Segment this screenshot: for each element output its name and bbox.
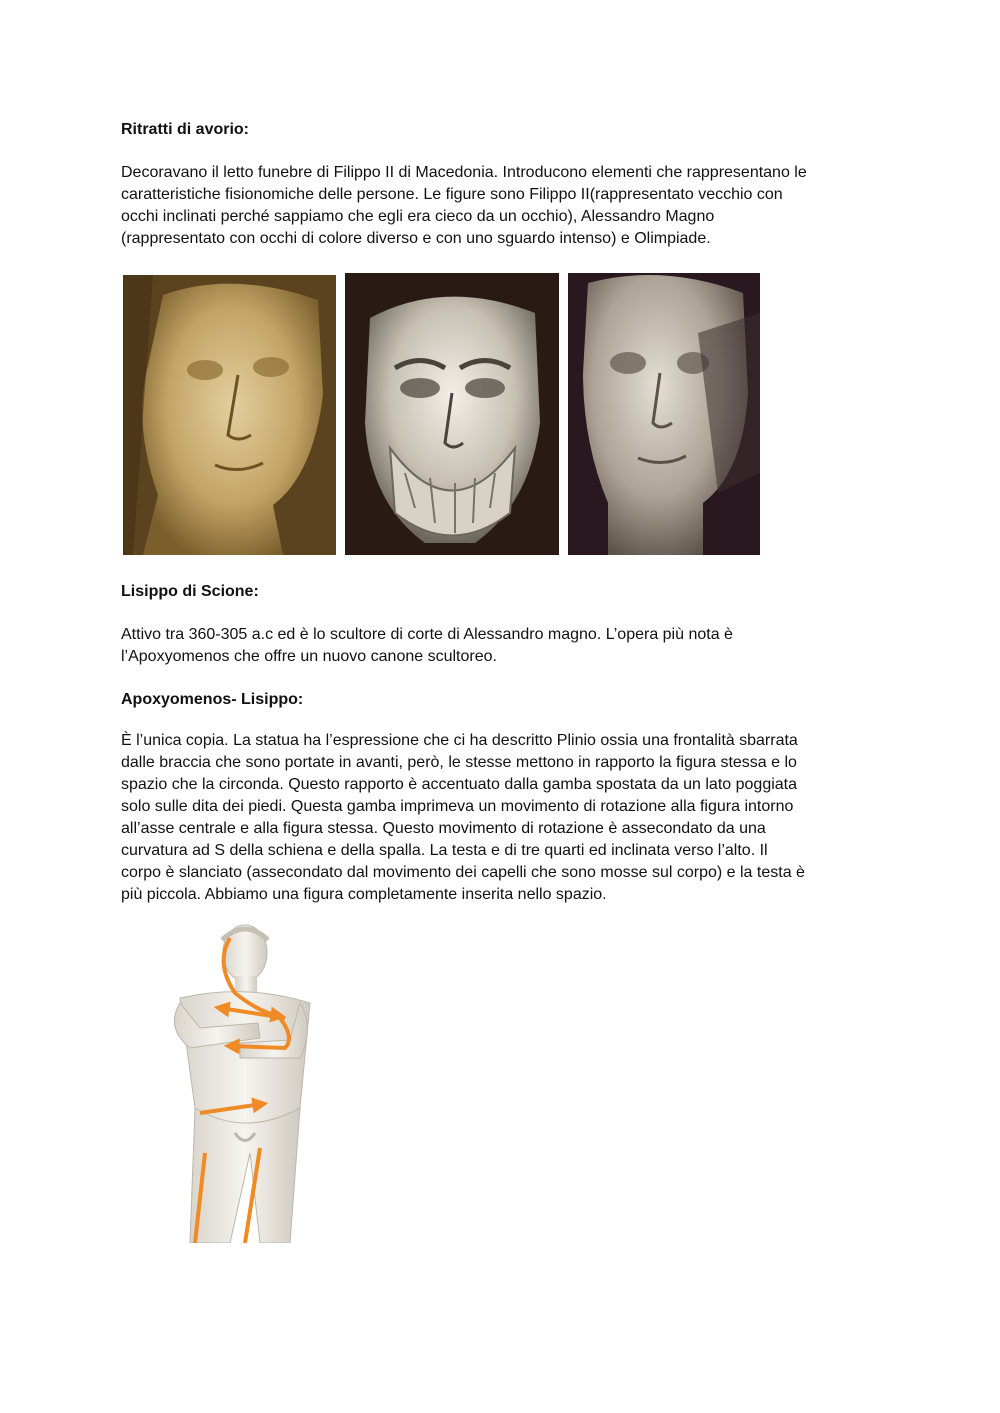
text-line: È l’unica copia. La statua ha l’espressione che ci ha descritto Plinio ossia una frontalità sbarrata bbox=[121, 732, 798, 749]
text-line: occhi inclinati perché sappiamo che egli era cieco da un occhio), Alessandro Magno bbox=[121, 208, 715, 225]
ivory-head-photo-1 bbox=[123, 275, 336, 555]
text-line: dalle braccia che sono portate in avanti, però, le stesse mettono in rapporto la figura stessa e lo bbox=[121, 754, 797, 771]
apoxyomenos-statue-image bbox=[150, 918, 320, 1243]
paragraph-apoxyomenos bbox=[121, 730, 891, 906]
paragraph-ritratti bbox=[121, 162, 891, 250]
text-line: (rappresentato con occhi di colore diverso e con uno sguardo intenso) e Olimpiade. bbox=[121, 230, 711, 247]
ivory-head-photo-3 bbox=[568, 273, 760, 555]
text-line: solo sulle dita dei piedi. Questa gamba imprimeva un movimento di rotazione alla figura intorno bbox=[121, 798, 794, 815]
text-line: l’Apoxyomenos che offre un nuovo canone scultoreo. bbox=[121, 648, 497, 665]
heading-ritratti-di-avorio: Ritratti di avorio: bbox=[121, 121, 250, 138]
text-line: spazio che la circonda. Questo rapporto è accentuato dalla gamba spostata da un lato poggiata bbox=[121, 776, 798, 793]
text-line: Decoravano il letto funebre di Filippo II di Macedonia. Introducono elementi che rappresentano le bbox=[121, 164, 807, 181]
text-line: all’asse centrale e alla figura stessa. Questo movimento di rotazione è assecondato da una bbox=[121, 820, 766, 837]
heading-apoxyomenos: Apoxyomenos- Lisippo: bbox=[121, 691, 304, 708]
bearded-head-photo bbox=[345, 273, 559, 555]
heading-lisippo-di-scione: Lisippo di Scione: bbox=[121, 583, 259, 600]
text-line: curvatura ad S della schiena e della spalla. La testa e di tre quarti ed inclinata verso l’alto. Il bbox=[121, 842, 768, 859]
text-line: più piccola. Abbiamo una figura completamente inserita nello spazio. bbox=[121, 886, 607, 903]
text-line: Attivo tra 360-305 a.c ed è lo scultore di corte di Alessandro magno. L’opera più nota è bbox=[121, 626, 733, 643]
text-line: caratteristiche fisionomiche delle persone. Le figure sono Filippo II(rappresentato vecchio con bbox=[121, 186, 783, 203]
paragraph-lisippo bbox=[121, 624, 891, 668]
text-line: corpo è slanciato (assecondato dal movimento dei capelli che sono mosse sul corpo) e la testa è bbox=[121, 864, 805, 881]
